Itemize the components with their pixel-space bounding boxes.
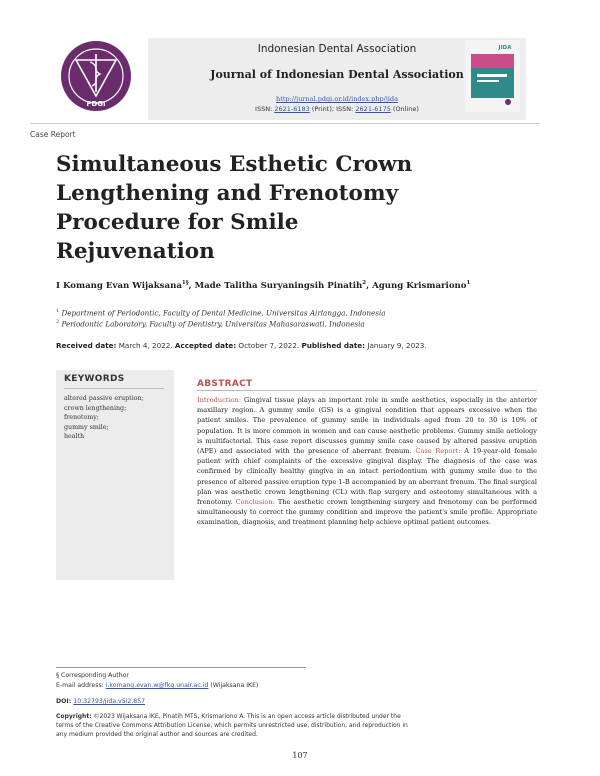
keyword-item: crown lengthening; [64,404,127,412]
intro-label: Introduction: [197,396,241,404]
doi-line: DOI: 10.32793/jida.v5i2.857 [56,698,146,705]
page-number: 107 [292,751,308,760]
keywords-list [64,394,144,442]
copyright-notice: Copyright: ©2023 Wijaksana IKE, Pinatih MTS, Krismariono A. This is an open access article distributed under the terms of the Creative Commons Attribution License, which permits unrestricted use, distribution, and reproduction in any medium provided the original author and sources are credited. [56,713,408,738]
header-divider [30,123,540,124]
keywords-heading: KEYWORDS [64,374,125,384]
email-line: E-mail address: i.komang.evan.w@fkg.unair.ac.id (Wijaksana IKE) [56,682,259,689]
keyword-item: health [64,433,85,441]
logo-text: PDGI [86,100,106,108]
issn-print-link[interactable]: 2621-6183 [274,105,310,113]
keywords-rule [64,388,164,389]
keyword-item: altered passive eruption; [64,395,144,402]
author-name: Agung Krismariono [372,280,467,291]
journal-cover-image [465,40,520,112]
case-label: Case Report: [415,447,461,456]
affiliation: $^2$ Periodontic Laboratory, Faculty of Dentistry, Universitas Mahasaraswati, Indonesia [56,319,365,329]
pdgi-logo [60,40,132,112]
issn-line: ISSN: 2621-6183 (Print); ISSN: 2621-6175 (Online) [255,105,419,113]
abstract-text: Introduction: Gingival tissue plays an important role in smile aesthetics, especially in the anterior maxillary region. A gummy smile (GS) is a gingival condition that appears excessive when the patient smiles. The prevalence of gummy smile in individuals aged from 20 to 30 is 10% of population. It is more common in women and can cause aesthetic problems. Gummy smile aetiology is multifactorial. This case report discusses gummy smile case caused by altered passive eruption (APE) and associated with the presence of aberrant frenum. Case Report: A 19-year-old female patient with chief complaints of the excessive gingival display. The diagnosis of the case was confirmed by clinically healthy gingiva in an intact periodontium with gummy smile due to the presence of altered passive eruption type 1-B accompanied by an aberrant frenum. The final surgical plan was aesthetic crown lengthening (CL) with flap surgery and osteotomy simultaneous with a frenotomy. Conclusion: The aesthetic crown lengthening surgery and frenotomy can be performed simultaneously to correct the gummy condition and improve the patient's smile profile. Appropriate examination, diagnosis, and treatment planning help achieve optimal patient outcomes. [197,396,537,527]
author-name: I Komang Evan Wijaksana [56,280,182,291]
article-dates: Received date: March 4, 2022. Accepted date: October 7, 2022. Published date: January 9, 2023. [56,341,427,350]
author-name: Made Talitha Suryaningsih Pinatih [194,280,363,291]
keyword-item: frenotomy; [64,414,99,422]
article-type: Case Report [30,130,76,139]
footnote-rule [56,667,306,668]
email-link[interactable]: i.komang.evan.w@fkg.unair.ac.id [105,682,209,689]
abstract-heading: ABSTRACT [197,379,253,389]
abstract-rule [197,390,537,391]
corresponding-author-note: § Corresponding Author [56,672,129,679]
doi-link[interactable]: 10.32793/jida.v5i2.857 [73,698,146,705]
conclusion-label: Conclusion: [235,498,275,507]
association-name: Indonesian Dental Association [257,43,417,55]
article-title: Simultaneous Esthetic Crown Lengthening and Frenotomy Procedure for Smile Rejuvenation [56,152,413,264]
keyword-item: gummy smile; [64,423,109,431]
journal-url-link[interactable]: http://jurnal.pdgi.or.id/index.php/jida [276,95,398,103]
issn-online-link[interactable]: 2621-6175 [355,105,391,113]
author-list: I Komang Evan Wijaksana$^{1\S}$, Made Talitha Suryaningsih Pinatih$^2$, Agung Krismariono$^1$ [56,280,471,291]
journal-name: Journal of Indonesian Dental Association [210,68,464,81]
affiliation: $^1$ Department of Periodontic, Faculty of Dental Medicine, Universitas Airlangga, Indonesia [56,308,386,318]
cover-label: JIDA [498,45,512,51]
